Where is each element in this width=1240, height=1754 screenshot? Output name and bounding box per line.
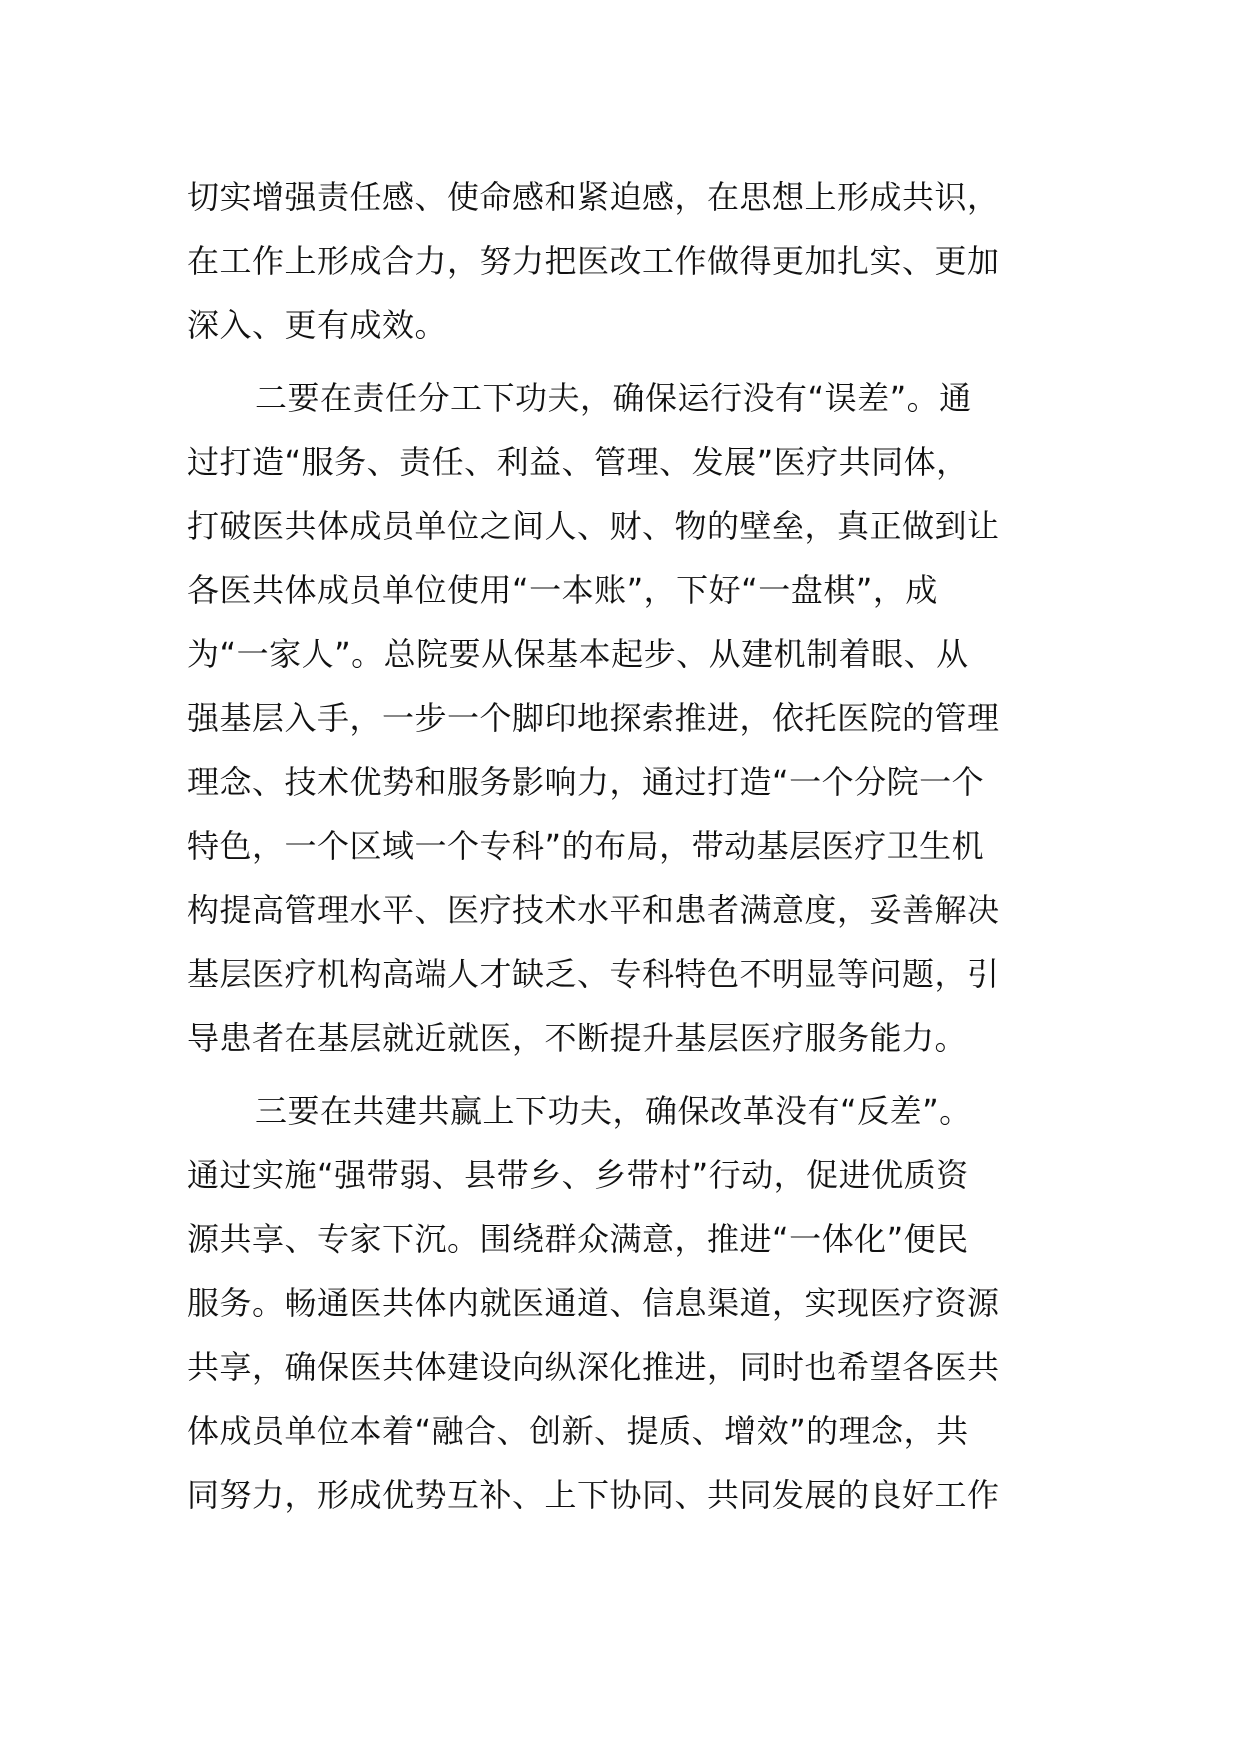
body-text bbox=[187, 165, 1027, 1527]
text-line: 二要在责任分工下功夫，确保运行没有“误差”。通 bbox=[255, 379, 972, 417]
text-line: 强基层入手，一步一个脚印地探索推进，依托医院的管理 bbox=[187, 699, 1000, 737]
text-line: 打破医共体成员单位之间人、财、物的壁垒，真正做到让 bbox=[187, 507, 1000, 545]
paragraph-spacing bbox=[187, 357, 1027, 366]
text-line: 各医共体成员单位使用“一本账”，下好“一盘棋”，成 bbox=[187, 571, 938, 609]
text-line: 源共享、专家下沉。围绕群众满意，推进“一体化”便民 bbox=[187, 1220, 969, 1258]
text-line: 通过实施“强带弱、县带乡、乡带村”行动，促进优质资 bbox=[187, 1156, 969, 1194]
text-line: 基层医疗机构高端人才缺乏、专科特色不明显等问题，引 bbox=[187, 955, 1000, 993]
paragraph bbox=[187, 366, 1027, 1070]
text-line: 构提高管理水平、医疗技术水平和患者满意度，妥善解决 bbox=[187, 891, 1000, 929]
text-line: 共享，确保医共体建设向纵深化推进，同时也希望各医共 bbox=[187, 1348, 1000, 1386]
text-line: 特色，一个区域一个专科”的布局，带动基层医疗卫生机 bbox=[187, 827, 985, 865]
text-line: 服务。畅通医共体内就医通道、信息渠道，实现医疗资源 bbox=[187, 1284, 1000, 1322]
text-line: 为“一家人”。总院要从保基本起步、从建机制着眼、从 bbox=[187, 635, 969, 673]
text-line: 三要在共建共赢上下功夫，确保改革没有“反差”。 bbox=[255, 1092, 972, 1130]
paragraph-spacing bbox=[187, 1070, 1027, 1079]
text-line: 同努力，形成优势互补、上下协同、共同发展的良好工作 bbox=[187, 1476, 1000, 1514]
text-line: 在工作上形成合力，努力把医改工作做得更加扎实、更加 bbox=[187, 242, 1000, 280]
text-line: 深入、更有成效。 bbox=[187, 306, 448, 344]
text-line: 过打造“服务、责任、利益、管理、发展”医疗共同体， bbox=[187, 443, 969, 481]
paragraph bbox=[187, 1079, 1027, 1527]
text-line: 体成员单位本着“融合、创新、提质、增效”的理念，共 bbox=[187, 1412, 969, 1450]
text-line: 切实增强责任感、使命感和紧迫感，在思想上形成共识， bbox=[187, 178, 1000, 216]
paragraph bbox=[187, 165, 1027, 357]
text-line: 导患者在基层就近就医，不断提升基层医疗服务能力。 bbox=[187, 1019, 968, 1057]
text-line: 理念、技术优势和服务影响力，通过打造“一个分院一个 bbox=[187, 763, 985, 801]
